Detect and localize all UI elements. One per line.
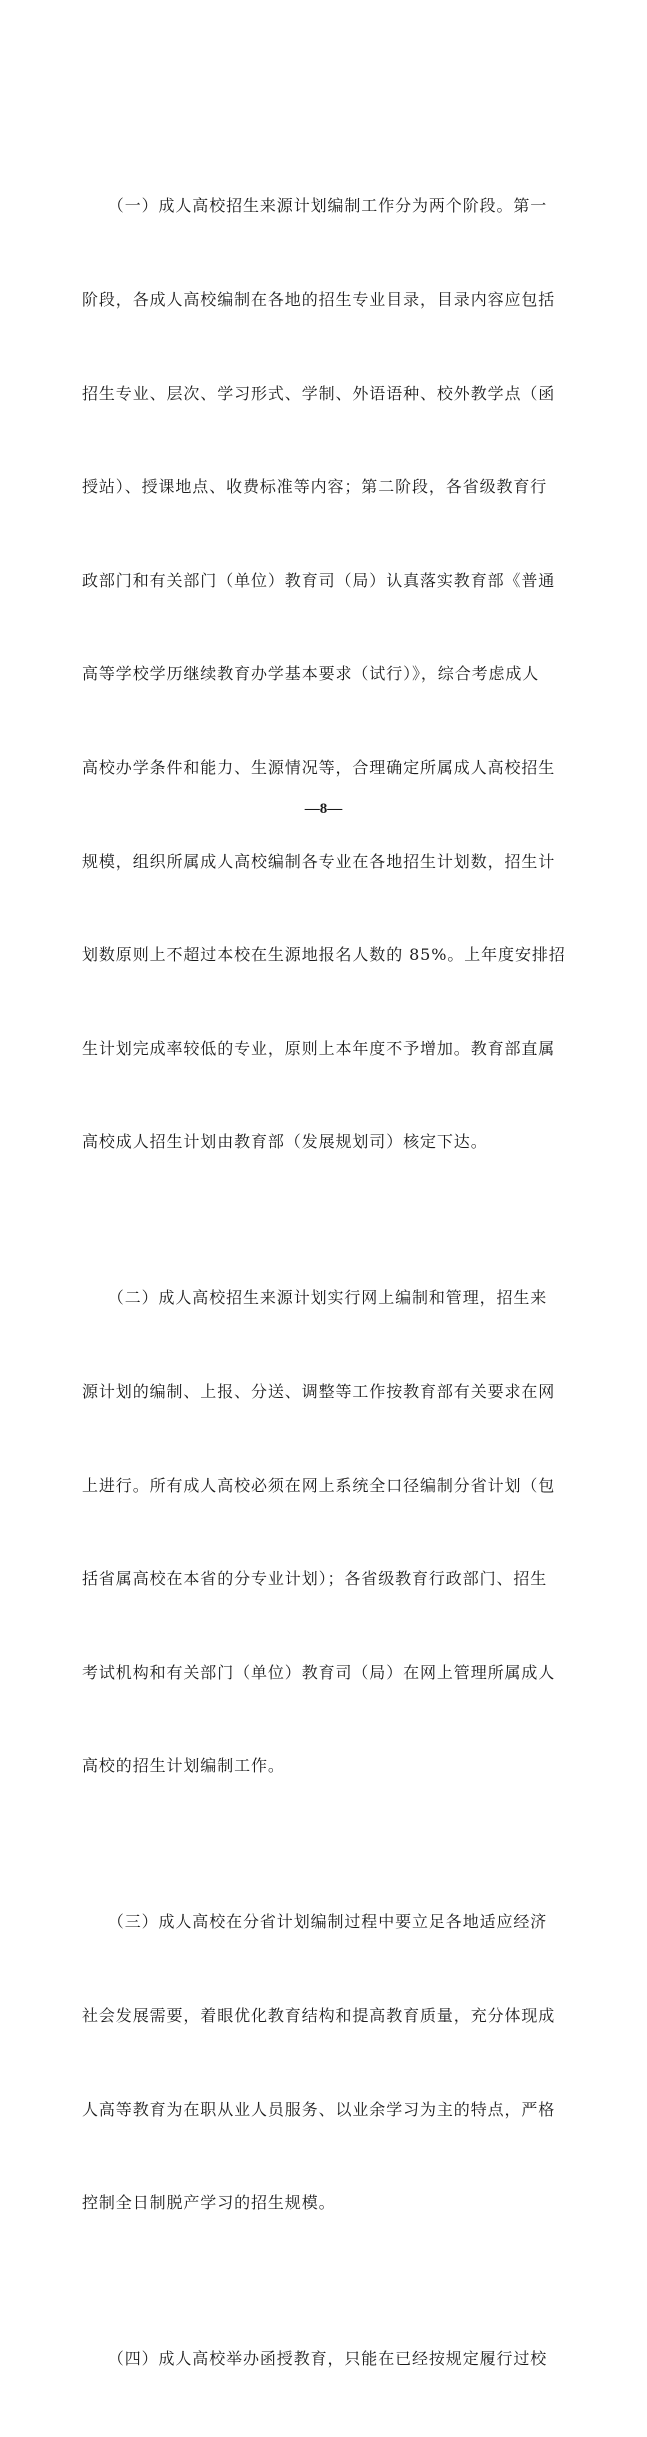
text-line: 控制全日制脱产学习的招生规模。 (82, 2193, 336, 2213)
text-line: 高校的招生计划编制工作。 (82, 1756, 285, 1776)
text-line: 授站）、授课地点、收费标准等内容；第二阶段，各省级教育行 (82, 477, 548, 497)
text-line: 考试机构和有关部门（单位）教育司（局）在网上管理所属成人 (82, 1662, 556, 1682)
text-line: （一）成人高校招生来源计划编制工作分为两个阶段。第一 (82, 196, 548, 216)
text-line: 社会发展需要，着眼优化教育结构和提高教育质量，充分体现成 (82, 2005, 556, 2025)
text-line: 生计划完成率较低的专业，原则上本年度不予增加。教育部直属 (82, 1038, 556, 1058)
text-line: （二）成人高校招生来源计划实行网上编制和管理，招生来 (82, 1288, 548, 1308)
text-line: 划数原则上不超过本校在生源地报名人数的 85%。上年度安排招 (82, 945, 566, 965)
paragraph-4 (82, 2281, 568, 2437)
text-line: 括省属高校在本省的分专业计划）；各省级教育行政部门、招生 (82, 1569, 548, 1589)
text-line: （四）成人高校举办函授教育，只能在已经按规定履行过校 (82, 2349, 548, 2369)
text-line: 人高等教育为在职从业人员服务、以业余学习为主的特点，严格 (82, 2099, 556, 2119)
paragraph-1 (82, 128, 568, 1220)
paragraph-3 (82, 1844, 568, 2281)
paragraph-2 (82, 1220, 568, 1844)
text-line: 政部门和有关部门（单位）教育司（局）认真落实教育部《普通 (82, 570, 556, 590)
page-number: —8— (304, 801, 343, 817)
text-line: 招生专业、层次、学习形式、学制、外语语种、校外教学点（函 (82, 383, 556, 403)
body-text (82, 128, 568, 2437)
text-line: 规模，组织所属成人高校编制各专业在各地招生计划数，招生计 (82, 851, 556, 871)
text-line: 上进行。所有成人高校必须在网上系统全口径编制分省计划（包 (82, 1475, 556, 1495)
text-line: （三）成人高校在分省计划编制过程中要立足各地适应经济 (82, 1912, 548, 1932)
text-line: 高校成人招生计划由教育部（发展规划司）核定下达。 (82, 1132, 488, 1152)
text-line: 源计划的编制、上报、分送、调整等工作按教育部有关要求在网 (82, 1381, 556, 1401)
text-line: 高校办学条件和能力、生源情况等，合理确定所属成人高校招生 (82, 757, 556, 777)
text-line: 阶段，各成人高校编制在各地的招生专业目录，目录内容应包括 (82, 290, 556, 309)
text-line: 高等学校学历继续教育办学基本要求（试行）》，综合考虑成人 (82, 664, 540, 684)
